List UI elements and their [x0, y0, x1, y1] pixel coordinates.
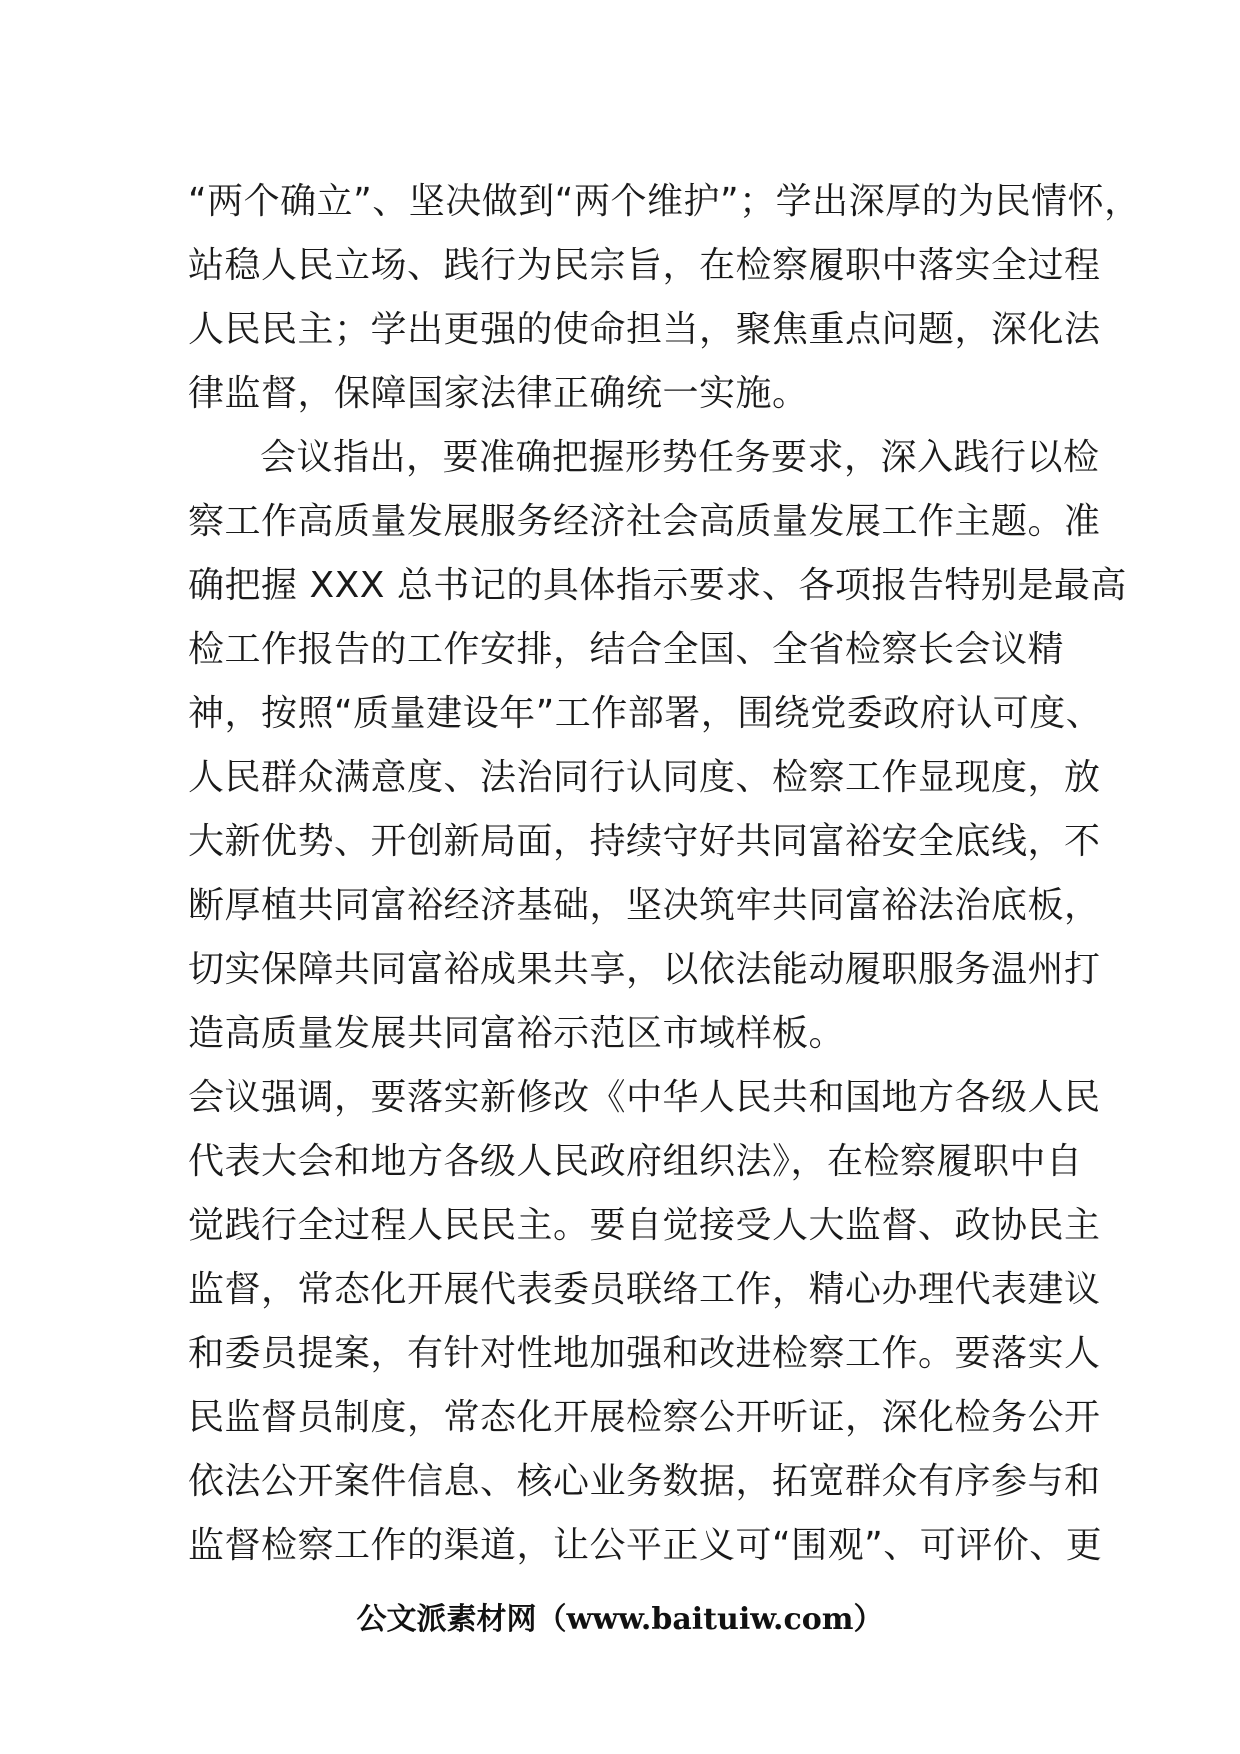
paragraph-line: 会议指出，要准确把握形势任务要求，深入践行以检	[260, 437, 1100, 478]
body-text	[188, 170, 1141, 1578]
paragraph-line: 监督检察工作的渠道，让公平正义可“围观”、可评价、更	[188, 1525, 1103, 1566]
paragraph-line: 代表大会和地方各级人民政府组织法》，在检察履职中自	[188, 1141, 1083, 1182]
paragraph-line: 和委员提案，有针对性地加强和改进检察工作。要落实人	[188, 1333, 1101, 1374]
paragraph-line: 会议强调，要落实新修改《中华人民共和国地方各级人民	[188, 1077, 1101, 1118]
paragraph-line: 大新优势、开创新局面，持续守好共同富裕安全底线，不	[188, 821, 1101, 862]
paragraph-line: 确把握 XXX 总书记的具体指示要求、各项报告特别是最高	[188, 565, 1127, 606]
paragraph-line: 断厚植共同富裕经济基础，坚决筑牢共同富裕法治底板，	[188, 885, 1101, 926]
footer-watermark: 公文派素材网（www.baituiw.com）	[356, 1602, 884, 1637]
paragraph-line: 人民群众满意度、法治同行认同度、检察工作显现度，放	[188, 757, 1101, 798]
paragraph-line: 察工作高质量发展服务经济社会高质量发展工作主题。准	[188, 501, 1101, 542]
paragraph-line: 民监督员制度，常态化开展检察公开听证，深化检务公开	[188, 1397, 1101, 1438]
paragraph-line: 依法公开案件信息、核心业务数据，拓宽群众有序参与和	[188, 1461, 1101, 1502]
paragraph-line: 切实保障共同富裕成果共享，以依法能动履职服务温州打	[188, 949, 1101, 990]
paragraph-line: 觉践行全过程人民民主。要自觉接受人大监督、政协民主	[188, 1205, 1101, 1246]
paragraph-line: 检工作报告的工作安排，结合全国、全省检察长会议精	[188, 629, 1065, 670]
paragraph-line: 站稳人民立场、践行为民宗旨，在检察履职中落实全过程	[188, 245, 1101, 286]
paragraph-line: 人民民主；学出更强的使命担当，聚焦重点问题，深化法	[188, 309, 1101, 350]
paragraph-line: 律监督，保障国家法律正确统一实施。	[188, 373, 809, 414]
paragraph-line: 监督，常态化开展代表委员联络工作，精心办理代表建议	[188, 1269, 1101, 1310]
paragraph-line: 造高质量发展共同富裕示范区市域样板。	[188, 1013, 846, 1054]
paragraph-line: “两个确立”、坚决做到“两个维护”；学出深厚的为民情怀，	[188, 181, 1141, 222]
paragraph-line: 神，按照“质量建设年”工作部署，围绕党委政府认可度、	[188, 693, 1103, 734]
